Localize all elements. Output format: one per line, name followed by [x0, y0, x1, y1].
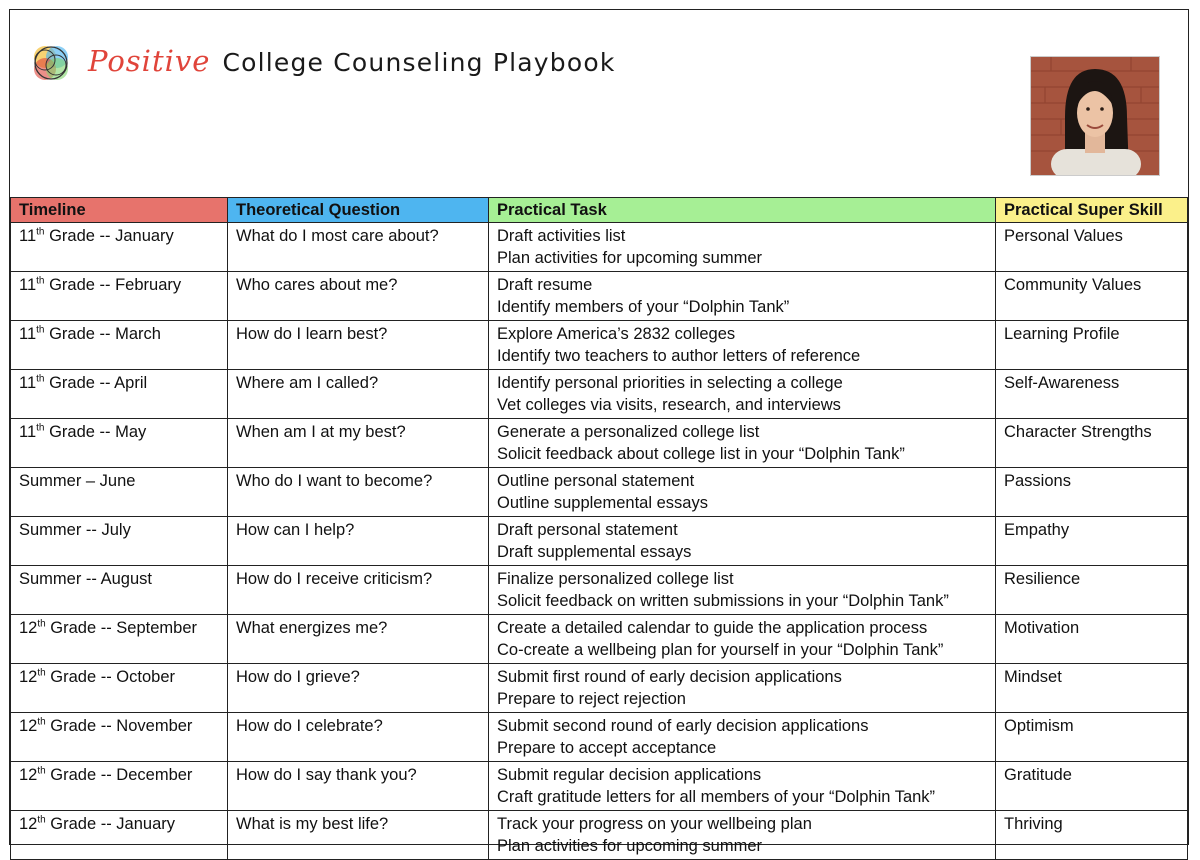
skill-cell: Character Strengths [996, 419, 1188, 468]
question-cell: How can I help? [228, 517, 489, 566]
task-cell [489, 811, 996, 860]
timeline-cell [11, 272, 228, 321]
task-line: Vet colleges via visits, research, and interviews [497, 396, 841, 414]
timeline-cell [11, 811, 228, 860]
grade-number: 11 [19, 227, 37, 245]
task-line: Solicit feedback about college list in your “Dolphin Tank” [497, 445, 905, 463]
task-line: Draft activities list [497, 227, 626, 245]
timeline-cell [11, 419, 228, 468]
header-skill: Practical Super Skill [996, 198, 1188, 223]
page-title [88, 44, 616, 78]
grade-number: 12 [19, 668, 38, 686]
task-line: Explore America’s 2832 colleges [497, 325, 736, 343]
timeline-month: Grade -- January [45, 815, 176, 833]
playbook-page [9, 9, 1189, 855]
table-row [11, 321, 1188, 370]
skill-cell: Learning Profile [996, 321, 1188, 370]
header-timeline: Timeline [11, 198, 228, 223]
grade-suffix: th [37, 667, 46, 679]
grade-suffix: th [36, 226, 45, 238]
question-cell: Who do I want to become? [228, 468, 489, 517]
grade-suffix: th [36, 373, 45, 385]
skill-cell: Self-Awareness [996, 370, 1188, 419]
timeline-month: Grade -- January [44, 227, 174, 245]
task-cell [489, 566, 996, 615]
grade-number: 11 [19, 374, 37, 392]
timeline-cell [11, 517, 228, 566]
task-cell [489, 664, 996, 713]
grade-number: 11 [19, 423, 37, 441]
task-line: Plan activities for upcoming summer [497, 249, 763, 267]
table-row [11, 468, 1188, 517]
header-task: Practical Task [489, 198, 996, 223]
timeline-cell [11, 615, 228, 664]
table-row [11, 370, 1188, 419]
task-line: Prepare to reject rejection [497, 690, 686, 708]
task-line: Draft personal statement [497, 521, 678, 539]
playbook-table [10, 197, 1188, 860]
timeline-month: Summer – June [19, 472, 136, 490]
title-main: College Counseling Playbook [222, 48, 616, 77]
question-cell: How do I receive criticism? [228, 566, 489, 615]
grade-suffix: th [36, 275, 45, 287]
question-cell: What do I most care about? [228, 223, 489, 272]
timeline-cell [11, 566, 228, 615]
timeline-month: Grade -- May [44, 423, 147, 441]
task-line: Co-create a wellbeing plan for yourself in your “Dolphin Tank” [497, 641, 944, 659]
grade-suffix: th [36, 324, 45, 336]
timeline-cell [11, 713, 228, 762]
timeline-cell [11, 370, 228, 419]
skill-cell: Community Values [996, 272, 1188, 321]
skill-cell: Gratitude [996, 762, 1188, 811]
task-line: Identify members of your “Dolphin Tank” [497, 298, 790, 316]
grade-number: 12 [19, 815, 38, 833]
timeline-cell [11, 321, 228, 370]
question-cell: When am I at my best? [228, 419, 489, 468]
task-cell [489, 713, 996, 762]
timeline-cell [11, 664, 228, 713]
table-row [11, 517, 1188, 566]
timeline-month: Grade -- September [45, 619, 198, 637]
rings-logo-icon [28, 40, 74, 86]
table-row [11, 615, 1188, 664]
task-line: Draft resume [497, 276, 593, 294]
grade-number: 12 [19, 717, 38, 735]
task-cell [489, 370, 996, 419]
task-line: Identify two teachers to author letters of reference [497, 347, 861, 365]
task-cell [489, 223, 996, 272]
grade-suffix: th [37, 716, 46, 728]
table-body [11, 223, 1188, 860]
table-row [11, 223, 1188, 272]
task-line: Track your progress on your wellbeing plan [497, 815, 812, 833]
timeline-month: Grade -- November [45, 717, 193, 735]
grade-suffix: th [37, 618, 46, 630]
timeline-month: Grade -- February [44, 276, 182, 294]
timeline-month: Grade -- April [44, 374, 148, 392]
task-line: Identify personal priorities in selecting a college [497, 374, 843, 392]
timeline-month: Grade -- March [44, 325, 161, 343]
header-question: Theoretical Question [228, 198, 489, 223]
question-cell: Where am I called? [228, 370, 489, 419]
table-row [11, 419, 1188, 468]
task-line: Solicit feedback on written submissions in your “Dolphin Tank” [497, 592, 949, 610]
task-cell [489, 762, 996, 811]
skill-cell: Empathy [996, 517, 1188, 566]
timeline-cell [11, 223, 228, 272]
timeline-cell [11, 468, 228, 517]
task-line: Generate a personalized college list [497, 423, 760, 441]
grade-number: 11 [19, 276, 37, 294]
skill-cell: Personal Values [996, 223, 1188, 272]
table-row [11, 762, 1188, 811]
skill-cell: Motivation [996, 615, 1188, 664]
task-cell [489, 615, 996, 664]
task-line: Submit second round of early decision applications [497, 717, 869, 735]
question-cell: Who cares about me? [228, 272, 489, 321]
grade-suffix: th [36, 422, 45, 434]
task-cell [489, 321, 996, 370]
table-row [11, 811, 1188, 860]
skill-cell: Passions [996, 468, 1188, 517]
question-cell: How do I grieve? [228, 664, 489, 713]
title-brand: Positive [88, 44, 211, 78]
table-row [11, 272, 1188, 321]
grade-number: 12 [19, 766, 38, 784]
skill-cell: Thriving [996, 811, 1188, 860]
header [10, 10, 1188, 197]
task-cell [489, 419, 996, 468]
timeline-month: Grade -- October [45, 668, 175, 686]
task-cell [489, 517, 996, 566]
task-line: Submit regular decision applications [497, 766, 762, 784]
task-line: Create a detailed calendar to guide the application process [497, 619, 928, 637]
grade-suffix: th [37, 814, 46, 826]
timeline-cell [11, 762, 228, 811]
table-row [11, 566, 1188, 615]
grade-suffix: th [37, 765, 46, 777]
question-cell: What energizes me? [228, 615, 489, 664]
grade-number: 12 [19, 619, 38, 637]
author-photo [1030, 56, 1160, 176]
table-row [11, 713, 1188, 762]
timeline-month: Summer -- July [19, 521, 131, 539]
skill-cell: Mindset [996, 664, 1188, 713]
question-cell: How do I celebrate? [228, 713, 489, 762]
task-line: Finalize personalized college list [497, 570, 734, 588]
task-line: Submit first round of early decision applications [497, 668, 842, 686]
question-cell: How do I learn best? [228, 321, 489, 370]
skill-cell: Optimism [996, 713, 1188, 762]
task-cell [489, 468, 996, 517]
task-line: Outline personal statement [497, 472, 695, 490]
grade-number: 11 [19, 325, 37, 343]
task-line: Plan activities for upcoming summer [497, 837, 763, 855]
task-line: Prepare to accept acceptance [497, 739, 717, 757]
task-cell [489, 272, 996, 321]
question-cell: What is my best life? [228, 811, 489, 860]
table-header-row [11, 198, 1188, 223]
skill-cell: Resilience [996, 566, 1188, 615]
task-line: Outline supplemental essays [497, 494, 708, 512]
timeline-month: Grade -- December [45, 766, 193, 784]
task-line: Craft gratitude letters for all members of your “Dolphin Tank” [497, 788, 936, 806]
table-row [11, 664, 1188, 713]
task-line: Draft supplemental essays [497, 543, 692, 561]
timeline-month: Summer -- August [19, 570, 152, 588]
question-cell: How do I say thank you? [228, 762, 489, 811]
